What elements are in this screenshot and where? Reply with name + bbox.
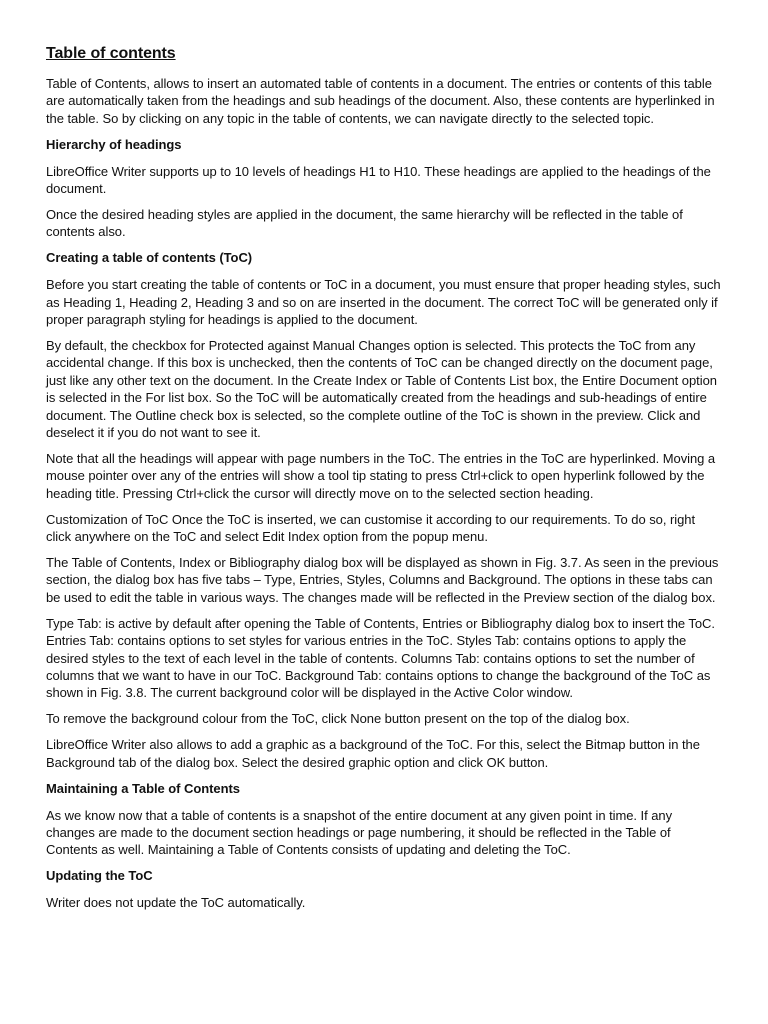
page-title: Table of contents [46, 45, 176, 62]
body-paragraph: Once the desired heading styles are applied in the document, the same hierarchy will be reflected in the table of contents also. [46, 207, 683, 240]
section-heading-maintaining-toc: Maintaining a Table of Contents [46, 780, 240, 796]
body-paragraph: To remove the background colour from the ToC, click None button present on the top of the dialog box. [46, 711, 630, 727]
body-paragraph: Writer does not update the ToC automatically. [46, 895, 306, 911]
intro-paragraph: Table of Contents, allows to insert an automated table of contents in a document. The entries or contents of this table are automatically taken from the headings and sub headings of the document. Also, these contents are hyperlinked in the table. So by clicking on any topic in the table of contents, we can navigate directly to the selected topic. [46, 76, 715, 126]
body-paragraph: Before you start creating the table of contents or ToC in a document, you must ensure that proper heading styles, such as Heading 1, Heading 2, Heading 3 and so on are inserted in the document. The correct ToC will be generated only if proper paragraph styling for headings is applied to the document. [46, 277, 721, 328]
body-paragraph: Note that all the headings will appear with page numbers in the ToC. The entries in the ToC are hyperlinked. Moving a mouse pointer over any of the entries will show a tool tip stating to press Ctrl+click to open hyperlink followed by the heading title. Pressing Ctrl+click the cursor will directly move on to the selected section heading. [46, 451, 716, 501]
body-paragraph: The Table of Contents, Index or Bibliography dialog box will be displayed as shown in Fig. 3.7. As seen in the previous section, the dialog box has five tabs – Type, Entries, Styles, Columns and Background. The options in these tabs can be used to edit the table in various ways. The changes made will be reflected in the Preview section of the dialog box. [46, 555, 719, 605]
section-heading-creating-toc: Creating a table of contents (ToC) [46, 250, 253, 266]
body-paragraph: As we know now that a table of contents is a snapshot of the entire document at any given point in time. If any changes are made to the document section headings or page numbering, it should be reflected in the Table of Contents as well. Maintaining a Table of Contents consists of updating and deleting the ToC. [46, 807, 673, 858]
body-paragraph: LibreOffice Writer also allows to add a graphic as a background of the ToC. For this, select the Bitmap button in the Background tab of the dialog box. Select the desired graphic option and click OK button. [46, 737, 700, 770]
section-heading-hierarchy: Hierarchy of headings [46, 136, 182, 152]
body-paragraph: LibreOffice Writer supports up to 10 levels of headings H1 to H10. These headings are applied to the headings of the document. [46, 163, 711, 197]
body-paragraph: Type Tab: is active by default after opening the Table of Contents, Entries or Bibliography dialog box to insert the ToC. Entries Tab: contains options to set styles for various entries in the ToC. Styles Tab: contains options to apply the desired styles to the text of each level in the table of contents. Columns Tab: contains options to set the number of columns that we want to have in our ToC. Background Tab: contains options to change the background of the ToC as shown in Fig. 3.8. The current background color will be displayed in the Active Color window. [46, 615, 715, 701]
body-paragraph: Customization of ToC Once the ToC is inserted, we can customise it according to our requirements. To do so, right click anywhere on the ToC and select Edit Index option from the popup menu. [46, 511, 696, 545]
body-paragraph: By default, the checkbox for Protected against Manual Changes option is selected. This protects the ToC from any accidental change. If this box is unchecked, then the contents of ToC can be changed directly on the document page, just like any other text on the document. In the Create Index or Table of Contents List box, the Entire Document option is selected in the For list box. So the ToC will be automatically created from the headings and sub-headings of entire document. The Outline check box is selected, so the complete outline of the ToC is shown in the preview. Click and deselect it if you do not want to see it. [46, 338, 717, 441]
section-heading-updating-toc: Updating the ToC [46, 868, 153, 884]
